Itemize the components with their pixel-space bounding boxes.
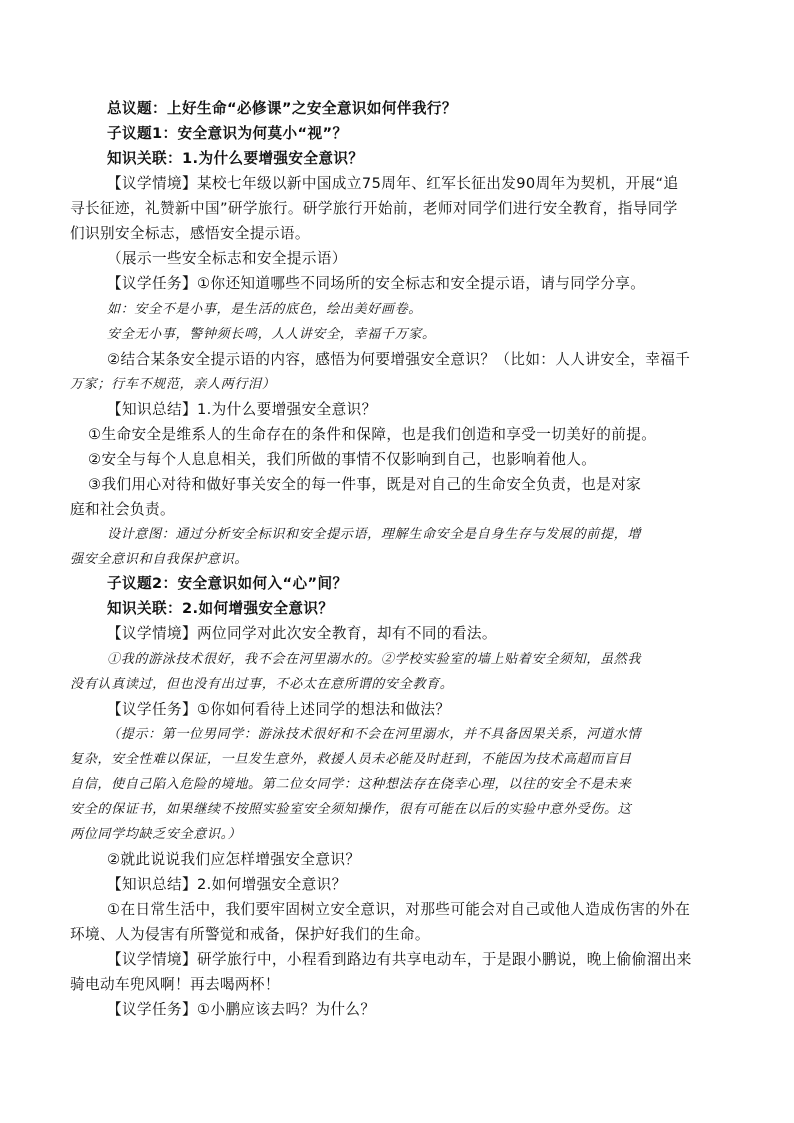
opinion-line: ①我的游泳技术很好，我不会在河里溺水的。②学校实验室的墙上贴着安全须知，虽然我	[107, 652, 642, 667]
hint-line: 两位同学均缺乏安全意识。）	[70, 827, 242, 842]
paragraph-line: 【议学情境】研学旅行中，小程看到路边有共享电动车，于是跟小鹏说，晚上偷偷溜出来	[107, 951, 692, 968]
knowledge-link-2: 知识关联：2.如何增强安全意识？	[107, 600, 334, 617]
paragraph-line: 寻长征迹，礼赞新中国”研学旅行。研学旅行开始前，老师对同学们进行安全教育，指导同学	[70, 200, 678, 217]
paragraph-line: 【议学情境】某校七年级以新中国成立75周年、红军长征出发90周年为契机，开展“追	[107, 175, 679, 192]
summary-point: ②安全与每个人息息相关，我们所做的事情不仅影响到自己，也影响着他人。	[88, 451, 597, 468]
hint-line: 安全的保证书，如果继续不按照实验室安全须知操作，很有可能在以后的实验中意外受伤。这	[70, 802, 632, 817]
design-intent: 强安全意识和自我保护意识。	[70, 552, 249, 567]
hint-line: （提示：第一位男同学：游泳技术很好和不会在河里溺水，并不具备因果关系，河道水情	[107, 727, 642, 742]
paragraph-line: ②就此说说我们应怎样增强安全意识？	[107, 851, 361, 868]
paragraph-line: 【议学任务】①你还知道哪些不同场所的安全标志和安全提示语，请与同学分享。	[107, 275, 646, 292]
summary-point: 庭和社会负责。	[70, 501, 175, 518]
paragraph-line: ②结合某条安全提示语的内容，感悟为何要增强安全意识？（比如：人人讲安全，幸福千	[107, 351, 691, 368]
summary-point: ③我们用心对待和做好事关安全的每一件事，既是对自己的生命安全负责，也是对家	[88, 476, 642, 493]
paragraph-line: 万家；行车不规范，亲人两行泪）	[70, 377, 276, 392]
knowledge-summary-1: 【知识总结】1.为什么要增强安全意识？	[107, 401, 377, 418]
hint-line: 复杂，安全性难以保证，一旦发生意外，救援人员未必能及时赶到，不能因为技术高超而盲目	[70, 752, 632, 767]
opinion-line: 没有认真读过，但也没有出过事，不必太在意所谓的安全教育。	[70, 677, 454, 692]
design-intent: 设计意图：通过分析安全标识和安全提示语，理解生命安全是自身生存与发展的前提，增	[107, 527, 642, 542]
paragraph-line: 骑电动车兜风啊！再去喝两杯！	[70, 976, 280, 993]
paragraph-line: 【议学任务】①小鹏应该去吗？为什么？	[107, 1001, 376, 1018]
subtopic-1: 子议题1：安全意识为何莫小“视”？	[107, 125, 348, 142]
paragraph-line: （展示一些安全标志和安全提示语）	[107, 250, 347, 267]
example-line: 如：安全不是小事，是生活的底色，绘出美好画卷。	[107, 302, 422, 317]
subtopic-2: 子议题2：安全意识如何入“心”间？	[107, 575, 348, 592]
main-topic: 总议题：上好生命“必修课”之安全意识如何伴我行？	[107, 100, 457, 117]
summary-point: ①在日常生活中，我们要牢固树立安全意识，对那些可能会对自己或他人造成伤害的外在	[107, 901, 691, 918]
knowledge-summary-2: 【知识总结】2.如何增强安全意识？	[107, 876, 347, 893]
example-line: 安全无小事，警钟须长鸣，人人讲安全，幸福千万家。	[107, 327, 436, 342]
paragraph-line: 【议学情境】两位同学对此次安全教育，却有不同的看法。	[107, 625, 497, 642]
paragraph-line: 【议学任务】①你如何看待上述同学的想法和做法？	[107, 701, 451, 718]
summary-point: 环境、人为侵害有所警觉和戒备，保护好我们的生命。	[70, 926, 430, 943]
knowledge-link-1: 知识关联：1.为什么要增强安全意识？	[107, 150, 364, 167]
summary-point: ①生命安全是维系人的生命存在的条件和保障，也是我们创造和享受一切美好的前提。	[88, 426, 657, 443]
hint-line: 自信，使自己陷入危险的境地。第二位女同学：这种想法存在侥幸心理，以往的安全不是未来	[70, 777, 632, 792]
paragraph-line: 们识别安全标志，感悟安全提示语。	[70, 225, 310, 242]
